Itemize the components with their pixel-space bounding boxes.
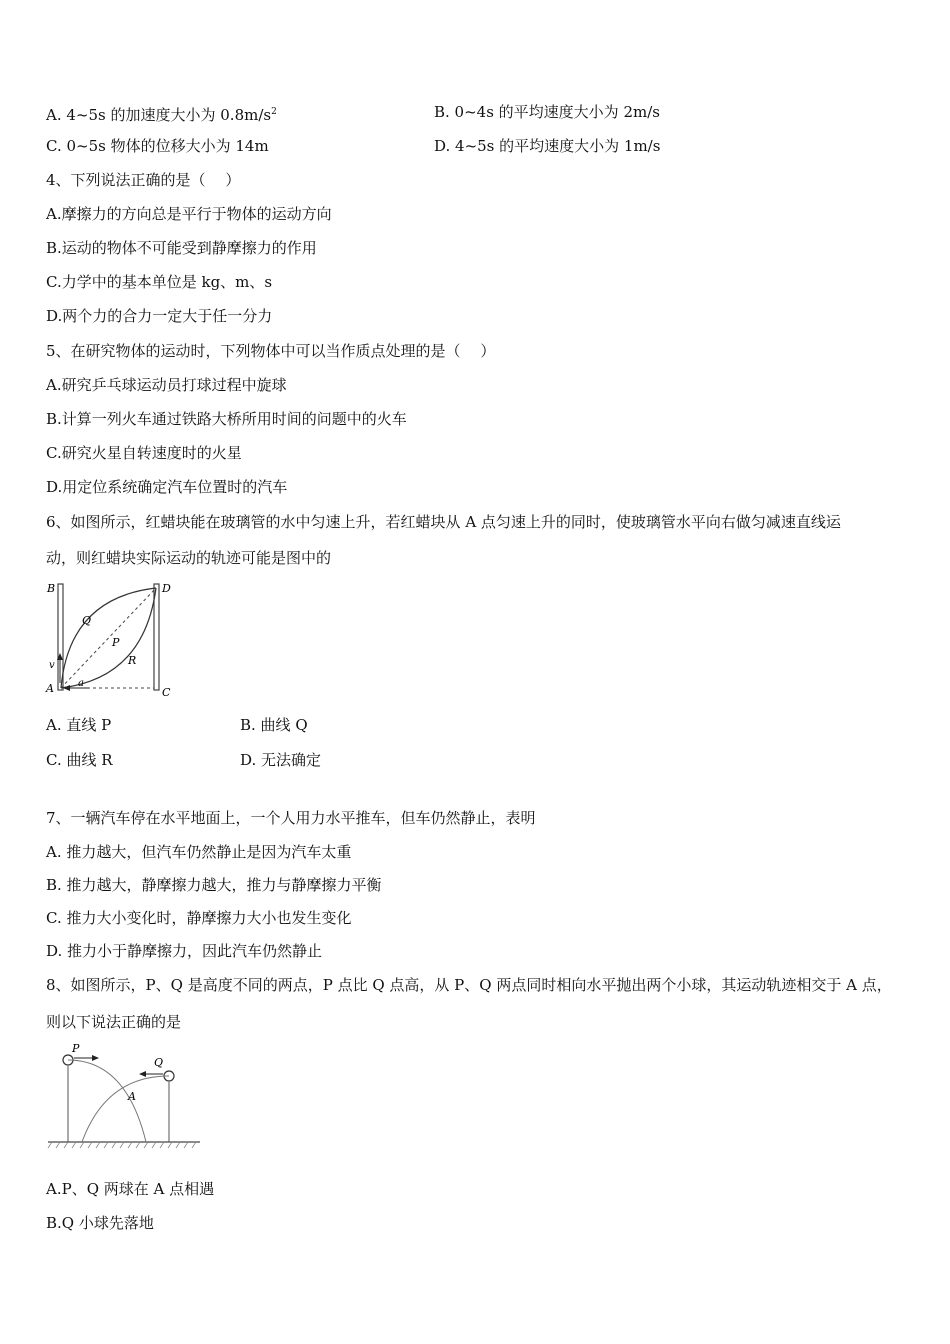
q7-option-d: D. 推力小于静摩擦力，因此汽车仍然静止 [46,942,323,960]
label-a: A [128,1090,136,1103]
label-b: B [47,582,56,595]
q6-stem-line1: 6、如图所示，红蜡块能在玻璃管的水中匀速上升，若红蜡块从 A 点匀速上升的同时，使玻璃管水平向右做匀减速直线运 [46,513,841,531]
q5-option-a: A.研究乒乓球运动员打球过程中旋球 [46,376,287,394]
q6-option-c: C. 曲线 R [46,751,113,769]
q3-option-c: C. 0~5s 物体的位移大小为 14m [46,137,269,155]
q8-figure-projectile-trajectories [46,1038,206,1153]
label-q: Q [154,1056,164,1069]
q4-option-d: D.两个力的合力一定大于任一分力 [46,307,273,325]
q8-stem-line1: 8、如图所示，P、Q 是高度不同的两点，P 点比 Q 点高，从 P、Q 两点同时相向水平抛出两个小球，其运动轨迹相交于 A 点， [46,976,892,994]
q-velocity-arrowhead [139,1071,146,1077]
q3-option-a: A. 4~5s 的加速度大小为 $0.8m/s^2$ [46,106,277,124]
q5-option-b: B.计算一列火车通过铁路大桥所用时间的问题中的火车 [46,410,407,428]
label-p: P [112,636,120,649]
q5-option-c: C.研究火星自转速度时的火星 [46,444,242,462]
p-velocity-arrowhead [92,1055,99,1061]
label-q: Q [82,614,92,627]
q8-stem-line2: 则以下说法正确的是 [46,1013,182,1031]
q4-stem: 4、下列说法正确的是（ ） [46,171,241,189]
q4-option-b: B.运动的物体不可能受到静摩擦力的作用 [46,239,317,257]
q6-option-a: A. 直线 P [46,716,112,734]
q6-figure-glass-tube-trajectories [44,578,184,703]
label-p: P [72,1042,80,1055]
label-acceleration: a [78,678,84,689]
q3-option-d: D. 4~5s 的平均速度大小为 1m/s [434,137,661,155]
label-d: D [162,582,171,595]
q6-stem-line2: 动，则红蜡块实际运动的轨迹可能是图中的 [46,549,332,567]
acceleration-arrowhead [63,685,70,691]
label-a-point: A [46,682,54,695]
q6-option-b: B. 曲线 Q [240,716,308,734]
right-tube [154,584,159,690]
q4-option-a: A.摩擦力的方向总是平行于物体的运动方向 [46,205,332,223]
ground-hatching [48,1142,196,1148]
label-c: C [162,686,171,699]
q8-option-a: A.P、Q 两球在 A 点相遇 [46,1180,215,1198]
q6-option-d: D. 无法确定 [240,751,322,769]
label-r: R [128,654,137,667]
q5-option-d: D.用定位系统确定汽车位置时的汽车 [46,478,288,496]
q3-option-b: B. 0~4s 的平均速度大小为 2m/s [434,103,660,121]
q7-option-b: B. 推力越大，静摩擦力越大，推力与静摩擦力平衡 [46,876,382,894]
q8-option-b: B.Q 小球先落地 [46,1214,154,1232]
label-v: v [49,660,55,671]
q4-option-c: C.力学中的基本单位是 kg、m、s [46,273,273,291]
trajectory-q [82,1076,169,1142]
q7-stem: 7、一辆汽车停在水平地面上，一个人用力水平推车，但车仍然静止，表明 [46,809,536,827]
q5-stem: 5、在研究物体的运动时，下列物体中可以当作质点处理的是（ ） [46,342,496,360]
q7-option-c: C. 推力大小变化时，静摩擦力大小也发生变化 [46,909,352,927]
q7-option-a: A. 推力越大，但汽车仍然静止是因为汽车太重 [46,843,352,861]
